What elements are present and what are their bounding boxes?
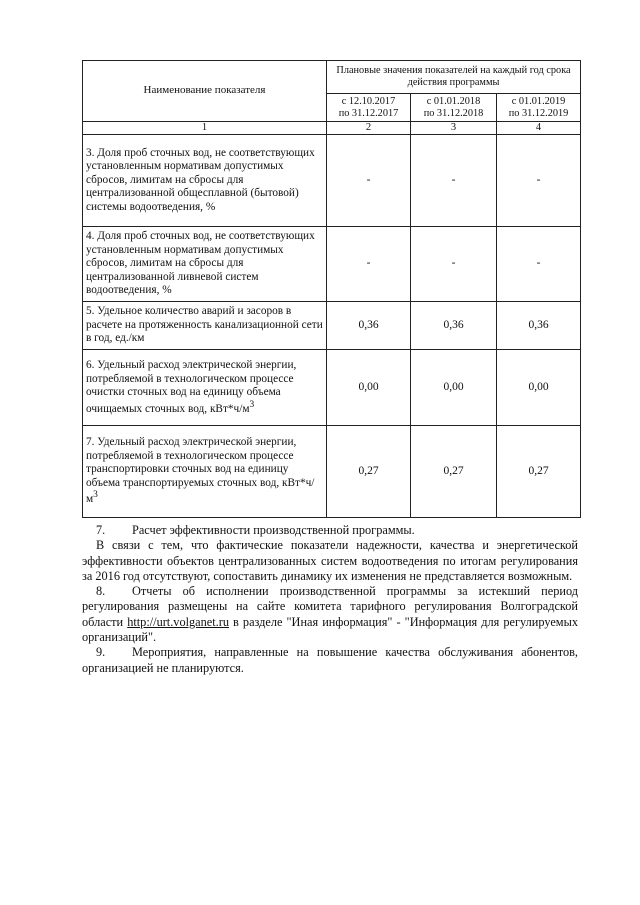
indicator-name: 5. Удельное количество аварий и засоров в расчете на протяженность канализационной сети в год, ед./км [83,302,327,350]
section-number: 8. [96,584,106,599]
section-7-body: В связи с тем, что фактические показатели надежности, качества и энергетической эффективности объектов централизованных систем водоотведения по итогам регулирования за 2016 год отсутствуют, сопоставить динамику их изменения не представляется возможным. [82,538,578,583]
indicator-value: 0,27 [327,426,411,518]
column-number: 4 [497,122,581,135]
header-period-2: с 01.01.2018 по 31.12.2018 [411,94,497,122]
section-7-heading: 7. Расчет эффективности производственной программы. [96,523,415,537]
section-8: 8. Отчеты об исполнении производственной программы за истекший период регулирования размещены на сайте комитета тарифного регулирования Волгоградской области http://urt.volganet.ru в разделе "Иная информация" - "Информация для регулируемых организаций". [82,584,578,645]
column-number: 1 [83,122,327,135]
header-plan-values: Плановые значения показателей на каждый год срока действия программы [327,61,581,94]
indicator-value: 0,27 [497,426,581,518]
table-row [83,135,581,227]
indicator-value: - [411,135,497,227]
indicator-value: - [327,135,411,227]
header-period-1: с 12.10.2017 по 31.12.2017 [327,94,411,122]
column-number: 3 [411,122,497,135]
indicator-name: 7. Удельный расход электрической энергии, потребляемой в технологическом процессе транспортировки сточных вод на единицу объема транспортируемых сточных вод, $кВт*ч/м^3$ [83,426,327,518]
indicator-value: - [411,227,497,302]
indicator-name: 6. Удельный расход электрической энергии, потребляемой в технологическом процессе очистки сточных вод на единицу объема очищаемых сточных вод, $кВт*ч/м^3$ [83,350,327,426]
indicator-value: 0,36 [411,302,497,350]
website-link[interactable]: http://urt.volganet.ru [127,614,229,629]
indicator-value: - [497,135,581,227]
section-number: 7. [96,523,106,537]
header-row-1 [83,61,581,94]
indicator-value: 0,00 [411,350,497,426]
indicator-value: 0,27 [411,426,497,518]
indicators-table [82,60,581,518]
indicator-name: 4. Доля проб сточных вод, не соответствующих установленным нормативам допустимых сбросов, лимитам на сбросы для централизованной ливневой систем водоотведения, % [83,227,327,302]
indicator-value: 0,36 [327,302,411,350]
unit-superscript: 3 [93,490,98,501]
indicator-value: 0,36 [497,302,581,350]
table-row [83,350,581,426]
section-number: 9. [96,645,106,660]
indicator-name: 3. Доля проб сточных вод, не соответствующих установленным нормативам допустимых сбросов, лимитам на сбросы для централизованной общесплавной (бытовой) системы водоотведения, % [83,135,327,227]
column-numbers-row [83,122,581,135]
column-number: 2 [327,122,411,135]
header-period-3: с 01.01.2019 по 31.12.2019 [497,94,581,122]
indicator-value: 0,00 [497,350,581,426]
indicator-value: - [497,227,581,302]
header-indicator-name: Наименование показателя [83,61,327,122]
indicator-value: - [327,227,411,302]
unit-superscript: 3 [249,399,255,410]
document-text [82,523,578,676]
section-9: 9. Мероприятия, направленные на повышение качества обслуживания абонентов, организацией не планируются. [82,645,578,675]
table-row [83,227,581,302]
table-row [83,426,581,518]
table-row [83,302,581,350]
indicator-value: 0,00 [327,350,411,426]
